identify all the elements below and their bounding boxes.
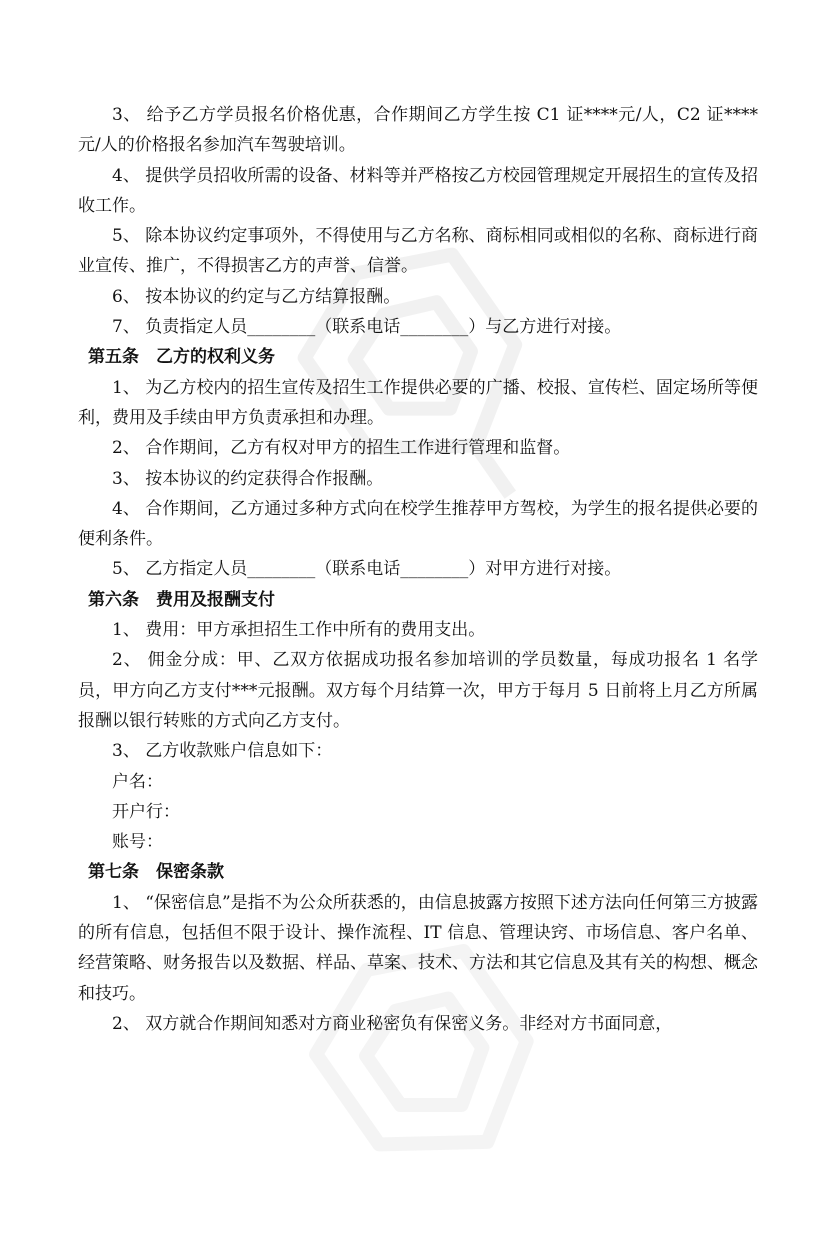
account-number-field: 账号： (112, 832, 163, 853)
s7-item-1: 1、 “保密信息”是指不为公众所获悉的，由信息披露方按照下述方法向任何第三方披露的所有信息，包括但不限于设计、操作流程、IT 信息、管理诀窍、市场信息、客户名单、经营策略、财务报告以及数据、样品、草案、技术、方法和其它信息及其有关的构想、概念和技巧。 (78, 892, 758, 1004)
s4-item-5: 5、 除本协议约定事项外，不得使用与乙方名称、商标相同或相似的名称、商标进行商业宣传、推广，不得损害乙方的声誉、信誉。 (78, 226, 758, 277)
account-bank-field: 开户行： (112, 801, 180, 822)
s5-item-4: 4、 合作期间，乙方通过多种方式向在校学生推荐甲方驾校，为学生的报名提供必要的便利条件。 (78, 498, 758, 550)
s4-item-3: 3、 给予乙方学员报名价格优惠，合作期间乙方学生按 C1 证****元/人，C2 证****元/人的价格报名参加汽车驾驶培训。 (78, 105, 758, 156)
s5-item-5: 5、 乙方指定人员________（联系电话________）对甲方进行对接。 (112, 559, 622, 580)
section-6-title: 第六条 费用及报酬支付 (88, 589, 275, 610)
s5-item-2: 2、 合作期间，乙方有权对甲方的招生工作进行管理和监督。 (112, 438, 571, 459)
s4-item-6: 6、 按本协议的约定与乙方结算报酬。 (112, 286, 401, 307)
s6-item-3: 3、 乙方收款账户信息如下： (112, 741, 333, 762)
account-name-field: 户名： (112, 771, 163, 792)
section-5-title: 第五条 乙方的权利义务 (88, 347, 275, 368)
s6-item-2: 2、 佣金分成：甲、乙双方依据成功报名参加培训的学员数量，每成功报名 1 名学员，甲方向乙方支付***元报酬。双方每个月结算一次，甲方于每月 5 日前将上月乙方所属报酬以银行转账的方式向乙方支付。 (78, 650, 758, 731)
s7-item-2: 2、 双方就合作期间知悉对方商业秘密负有保密义务。非经对方书面同意， (112, 1013, 673, 1034)
s4-item-7: 7、 负责指定人员________（联系电话________）与乙方进行对接。 (112, 317, 622, 338)
section-7-title: 第七条 保密条款 (88, 862, 224, 883)
s5-item-1: 1、 为乙方校内的招生宣传及招生工作提供必要的广播、校报、宣传栏、固定场所等便利，费用及手续由甲方负责承担和办理。 (78, 377, 758, 428)
document-body (78, 100, 758, 1039)
s6-item-1: 1、 费用：甲方承担招生工作中所有的费用支出。 (112, 620, 486, 641)
s5-item-3: 3、 按本协议的约定获得合作报酬。 (112, 468, 384, 489)
s4-item-4: 4、 提供学员招收所需的设备、材料等并严格按乙方校园管理规定开展招生的宣传及招收工作。 (78, 165, 758, 216)
